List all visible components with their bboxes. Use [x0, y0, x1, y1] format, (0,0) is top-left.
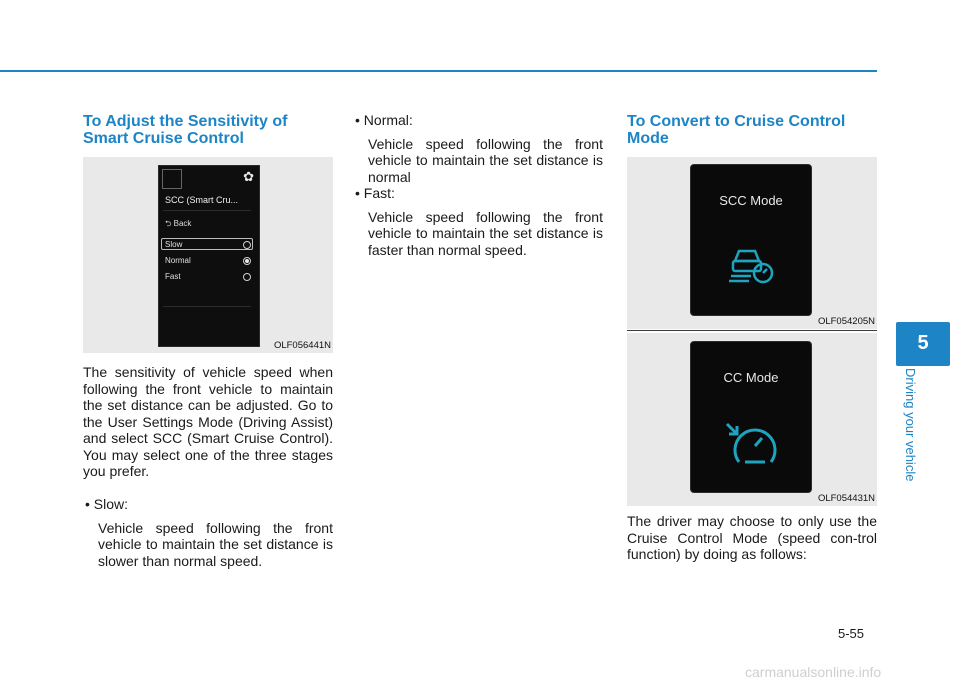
- right-section-heading: To Convert to Cruise Control Mode: [627, 113, 846, 147]
- radio-slow: [243, 241, 251, 249]
- radio-fast: [243, 273, 251, 281]
- top-rule: [0, 70, 877, 72]
- option-slow: Slow: [165, 240, 183, 249]
- screen-title: SCC (Smart Cru...: [165, 195, 239, 205]
- bullet-label: • Normal:: [355, 112, 413, 128]
- left-paragraph: The sensitivity of vehicle speed when following the front vehicle to maintain the set distance can be adjusted. Go to the User Settings Mode (Driving Assist) and select SCC (Smart Cruise Control). You may select one of the three stages you prefer.: [83, 364, 333, 479]
- scc-mode-screen: [690, 164, 812, 316]
- figure-code: OLF054205N: [817, 316, 875, 327]
- scc-car-speedometer-icon: [729, 243, 775, 285]
- option-fast: Fast: [165, 272, 181, 281]
- bullet-description: Vehicle speed following the front vehicle to maintain the set distance is normal: [368, 135, 603, 185]
- settings-screen: [158, 165, 260, 347]
- chapter-number: 5: [917, 332, 929, 354]
- left-section-heading: To Adjust the Sensitivity of Smart Cruise Control: [83, 113, 288, 147]
- figure-code: OLF054431N: [817, 493, 875, 504]
- cc-mode-figure: [627, 333, 877, 506]
- bullet-slow: [85, 496, 333, 569]
- chapter-title: [898, 368, 920, 498]
- page-number: 5-55: [838, 626, 865, 641]
- bullet-label: • Fast:: [355, 185, 395, 201]
- screen-divider: [163, 210, 251, 211]
- gear-icon: ✿: [243, 169, 254, 184]
- screen-back: ⮌ Back: [165, 219, 192, 228]
- bullet-fast: [355, 185, 603, 258]
- cc-mode-screen: [690, 341, 812, 493]
- bullet-description: Vehicle speed following the front vehicle to maintain the set distance is slower than normal speed.: [98, 519, 333, 569]
- bullet-label: • Slow:: [85, 496, 129, 512]
- figure-divider: [627, 330, 877, 331]
- cc-mode-title: CC Mode: [723, 370, 779, 385]
- cc-speedometer-icon: [725, 418, 781, 468]
- option-normal: Normal: [165, 256, 191, 265]
- bullet-normal: [355, 112, 603, 185]
- chapter-title-text: Driving your vehicle: [903, 368, 918, 482]
- scc-mode-title: SCC Mode: [719, 193, 783, 208]
- settings-screen-figure: [83, 157, 333, 353]
- screen-divider-bottom: [163, 306, 251, 307]
- radio-normal: [243, 257, 251, 265]
- scc-mode-figure: [627, 157, 877, 329]
- screen-square-button: [162, 169, 182, 189]
- right-paragraph: The driver may choose to only use the Cruise Control Mode (speed con-trol function) by doing as follows:: [627, 513, 877, 562]
- chapter-tab: [896, 322, 950, 366]
- bullet-description: Vehicle speed following the front vehicle to maintain the set distance is faster than normal speed.: [368, 208, 603, 258]
- figure-code: OLF056441N: [273, 340, 331, 351]
- watermark: carmanualsonline.info: [745, 664, 882, 680]
